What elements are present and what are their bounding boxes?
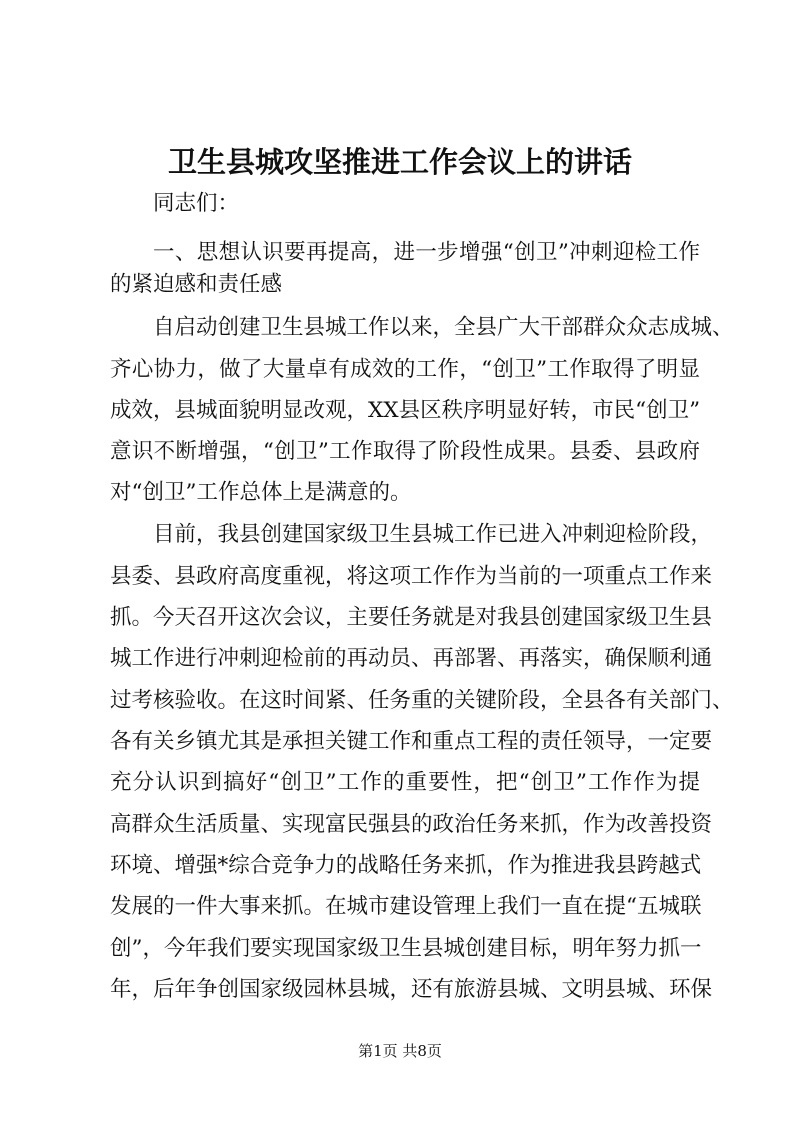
text-line: 目前，我县创建国家级卫生县城工作已进入冲刺迎检阶段， (153, 522, 713, 547)
text-line: 县委、县政府高度重视，将这项工作作为当前的一项重点工作来 (110, 564, 713, 589)
text-line: 城工作进行冲刺迎检前的再动员、再部署、再落实，确保顺利通 (110, 646, 713, 671)
text-line: 对“创卫”工作总体上是满意的。 (110, 480, 412, 505)
page-number: 第1页 共8页 (358, 1042, 442, 1060)
text-line: 充分认识到搞好“创卫”工作的重要性，把“创卫”工作作为提 (110, 770, 700, 795)
salutation-line: 同志们： (153, 191, 240, 216)
text-line: 创”，今年我们要实现国家级卫生县城创建目标，明年努力抓一 (110, 936, 702, 961)
text-line: 高群众生活质量、实现富民强县的政治任务来抓，作为改善投资 (110, 812, 713, 837)
text-line: 一、思想认识要再提高，进一步增强“创卫”冲刺迎检工作 (153, 240, 700, 265)
text-line: 年，后年争创国家级园林县城，还有旅游县城、文明县城、环保 (110, 977, 713, 1002)
text-line: 过考核验收。在这时间紧、任务重的关键阶段，全县各有关部门、 (110, 688, 734, 713)
text-line: 意识不断增强，“创卫”工作取得了阶段性成果。县委、县政府 (110, 439, 700, 464)
text-line: 齐心协力，做了大量卓有成效的工作，“创卫”工作取得了明显 (110, 357, 700, 382)
text-line: 各有关乡镇尤其是承担关键工作和重点工程的责任领导，一定要 (110, 729, 713, 754)
text-line: 的紧迫感和责任感 (110, 272, 283, 297)
text-line: 环境、增强*综合竞争力的战略任务来抓，作为推进我县跨越式 (110, 853, 702, 878)
document-title: 卫生县城攻坚推进工作会议上的讲话 (167, 145, 632, 179)
text-line: 发展的一件大事来抓。在城市建设管理上我们一直在提“五城联 (110, 894, 702, 919)
text-line: 成效，县城面貌明显改观，XX县区秩序明显好转，市民“创卫” (110, 398, 701, 423)
text-line: 抓。今天召开这次会议，主要任务就是对我县创建国家级卫生县 (110, 605, 713, 630)
text-line: 自启动创建卫生县城工作以来，全县广大干部群众众志成城、 (153, 315, 734, 340)
